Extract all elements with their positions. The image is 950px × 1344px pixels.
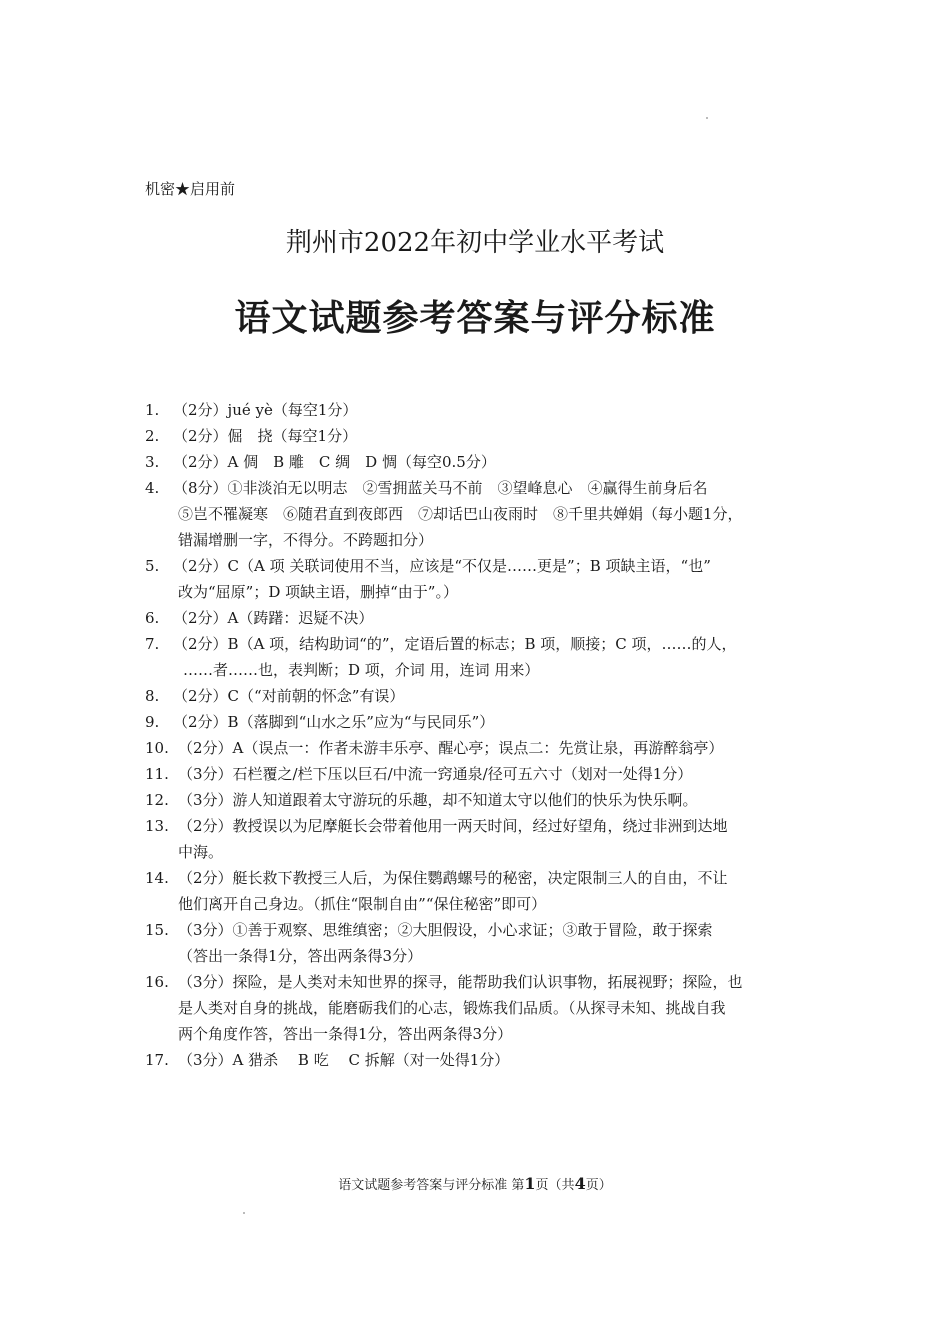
answer-text: （2分）C（A 项 关联词使用不当，应该是“不仅是……更是”；B 项缺主语，“也” <box>173 557 711 575</box>
answer-continuation: （答出一条得1分，答出两条得3分） <box>178 947 423 965</box>
answer-number: 8. <box>145 687 160 705</box>
answer-text: （2分）A 倜 B 雕 C 绸 D 惆（每空0.5分） <box>173 453 496 471</box>
answer-item <box>145 917 817 969</box>
answer-continuation: 中海。 <box>178 843 224 861</box>
answer-number: 11. <box>145 765 169 783</box>
answer-number: 17. <box>145 1051 169 1069</box>
answer-item <box>145 475 817 553</box>
answer-continuation: 错漏增删一字，不得分。不跨题扣分） <box>178 531 434 549</box>
answer-number: 7. <box>145 635 160 653</box>
answer-item <box>145 553 817 605</box>
answer-number: 16. <box>145 973 169 991</box>
answer-number: 3. <box>145 453 160 471</box>
answer-number: 1. <box>145 401 160 419</box>
answer-item <box>145 813 817 865</box>
answer-text: （3分）游人知道跟着太守游玩的乐趣，却不知道太守以他们的快乐为快乐啊。 <box>178 791 698 809</box>
answer-number: 2. <box>145 427 160 445</box>
footer-prefix: 语文试题参考答案与评分标准 第 <box>338 1178 525 1193</box>
answer-continuation: ⑤岂不罹凝寒 ⑥随君直到夜郎西 ⑦却话巴山夜雨时 ⑧千里共婵娟（每小题1分， <box>178 505 743 523</box>
answer-text: （2分）C（“对前朝的怀念”有误） <box>173 687 405 705</box>
answer-text: （3分）A 猎杀 B 吃 C 拆解（对一处得1分） <box>178 1051 510 1069</box>
scan-speck <box>706 117 708 119</box>
answer-text: （2分）B（A 项，结构助词“的”，定语后置的标志；B 项，顺接；C 项，……的人， <box>173 635 737 653</box>
answer-number: 6. <box>145 609 160 627</box>
answer-continuation: 他们离开自己身边。（抓住“限制自由”“保住秘密”即可） <box>178 895 547 913</box>
answer-text: （2分）艇长救下教授三人后，为保住鹦鹉螺号的秘密，决定限制三人的自由，不让 <box>178 869 728 887</box>
confidential-label: 机密★启用前 <box>145 180 236 198</box>
answer-number: 15. <box>145 921 169 939</box>
answer-continuation: ……者……也，表判断；D 项，介词 用，连词 用来） <box>183 661 540 679</box>
scan-speck <box>243 1212 245 1214</box>
page-footer <box>0 1174 950 1193</box>
answer-number: 14. <box>145 869 169 887</box>
answer-item <box>145 449 817 475</box>
answer-continuation: 是人类对自身的挑战，能磨砺我们的心志，锻炼我们品质。（从探寻未知、挑战自我 <box>178 999 726 1017</box>
answer-text: （2分）A（误点一：作者未游丰乐亭、醒心亭；误点二：先赏让泉，再游醉翁亭） <box>178 739 724 757</box>
answer-item <box>145 865 817 917</box>
answer-text: （3分）探险，是人类对未知世界的探寻，能帮助我们认识事物，拓展视野；探险，也 <box>178 973 743 991</box>
document-title: 语文试题参考答案与评分标准 <box>234 298 716 339</box>
answer-item <box>145 397 817 423</box>
answer-item <box>145 709 817 735</box>
answer-item <box>145 423 817 449</box>
answer-text: （8分）①非淡泊无以明志 ②雪拥蓝关马不前 ③望峰息心 ④赢得生前身后名 <box>173 479 708 497</box>
footer-total-pages: 4 <box>574 1174 586 1193</box>
answer-text: （3分）①善于观察、思维缜密；②大胆假设，小心求证；③敢于冒险，敢于探索 <box>178 921 713 939</box>
answer-continuation: 改为“屈原”；D 项缺主语，删掉“由于”。） <box>178 583 458 601</box>
answer-number: 12. <box>145 791 169 809</box>
answer-text: （2分）教授误以为尼摩艇长会带着他用一两天时间，经过好望角，绕过非洲到达地 <box>178 817 728 835</box>
answer-item <box>145 631 817 683</box>
answer-item <box>145 683 817 709</box>
answer-item <box>145 605 817 631</box>
answer-item <box>145 1047 817 1073</box>
exam-title: 荆州市2022年初中学业水平考试 <box>285 228 665 258</box>
answer-text: （2分）jué yè（每空1分） <box>173 401 358 419</box>
answer-item <box>145 735 817 761</box>
answer-item <box>145 761 817 787</box>
answer-item <box>145 787 817 813</box>
answer-text: （2分）A（踌躇：迟疑不决） <box>173 609 374 627</box>
answer-number: 13. <box>145 817 169 835</box>
footer-middle: 页（共 <box>535 1178 575 1193</box>
answer-continuation: 两个角度作答，答出一条得1分，答出两条得3分） <box>178 1025 513 1043</box>
answer-number: 5. <box>145 557 160 575</box>
answer-text: （3分）石栏覆之/栏下压以巨石/中流一窍通泉/径可五六寸（划对一处得1分） <box>178 765 693 783</box>
footer-suffix: 页） <box>585 1178 612 1193</box>
answer-number: 4. <box>145 479 160 497</box>
answer-list <box>145 397 817 1073</box>
answer-text: （2分）倔 挠（每空1分） <box>173 427 358 445</box>
answer-text: （2分）B（落脚到“山水之乐”应为“与民同乐”） <box>173 713 495 731</box>
footer-page-number: 1 <box>524 1174 536 1193</box>
answer-number: 9. <box>145 713 160 731</box>
answer-item <box>145 969 817 1047</box>
answer-number: 10. <box>145 739 169 757</box>
